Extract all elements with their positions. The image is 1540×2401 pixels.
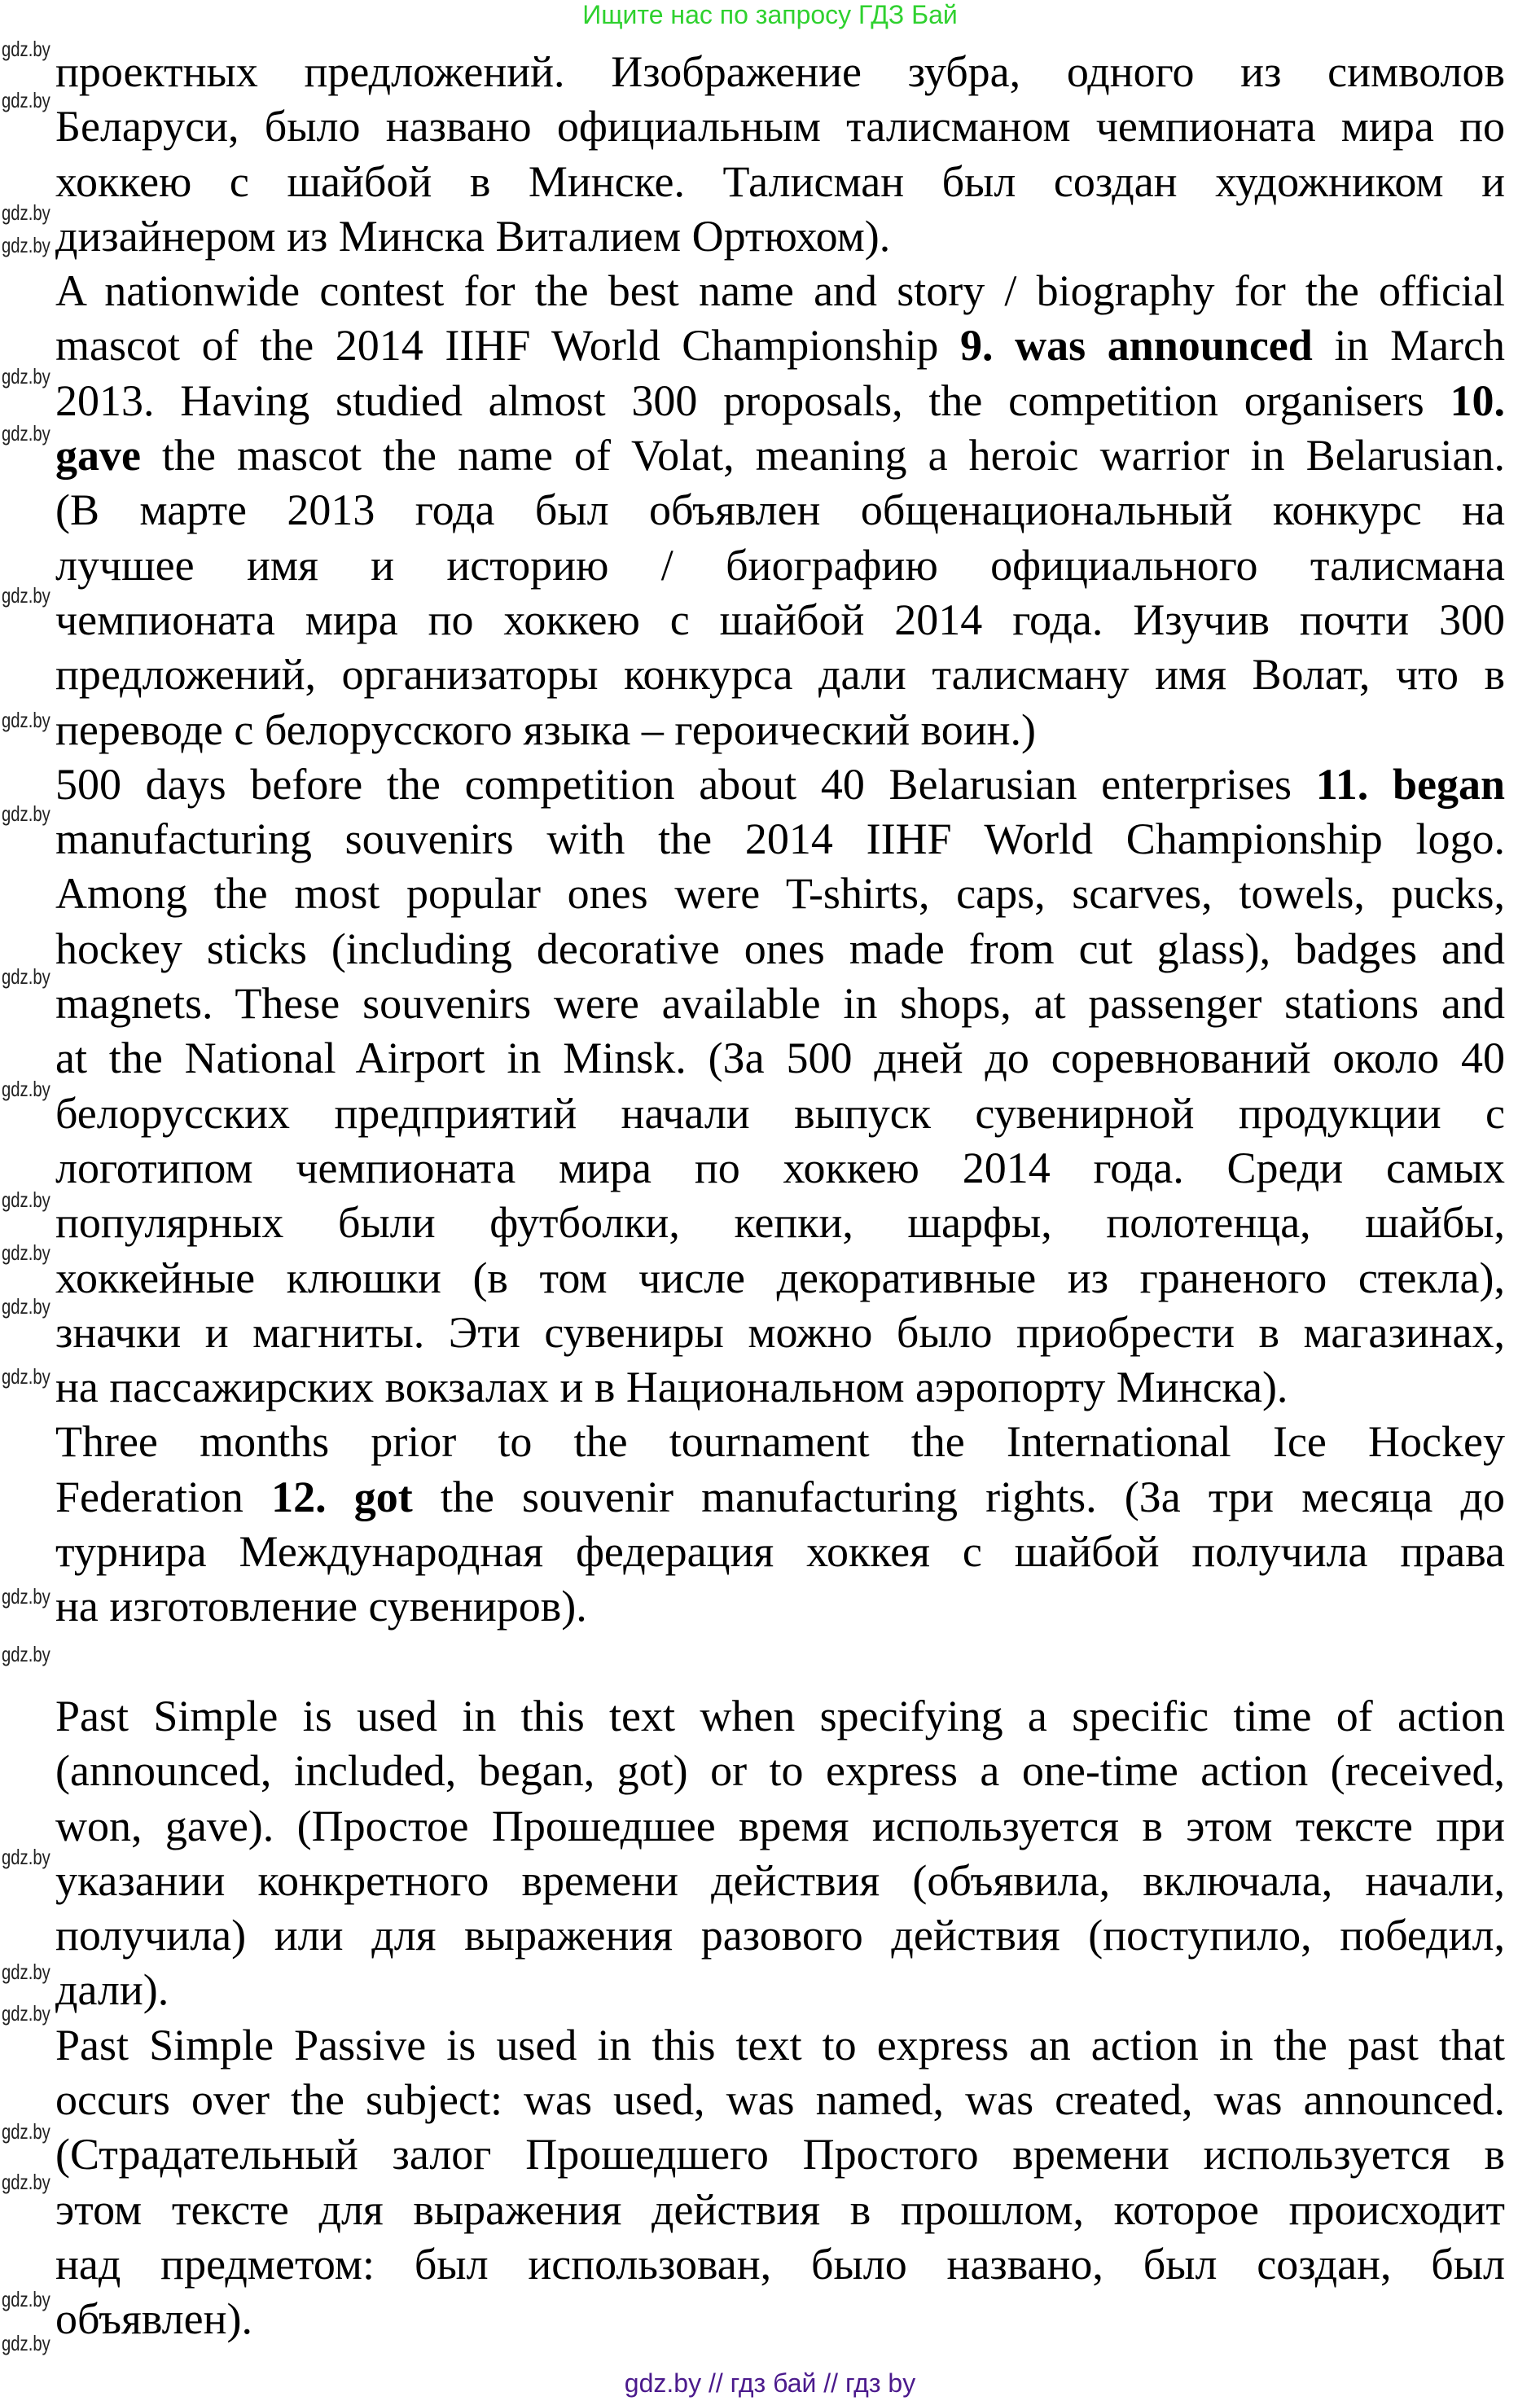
text-segment: (В марте 2013 года был объявлен общенациональный конкурс на: [55, 485, 1505, 535]
footer-links: gdz.by // гдз бай // гдз by: [624, 2368, 916, 2398]
answer-highlight: 9. was announced: [959, 321, 1313, 371]
text-segment: белорусских предприятий начали выпуск сувенирной продукции с: [55, 1088, 1505, 1138]
text-segment: won, gave). (Простое Прошедшее время используется в этом тексте при: [55, 1801, 1505, 1850]
gdz-watermark: gdz.by: [2, 801, 50, 826]
text-segment: Беларуси, было названо официальным талисманом чемпионата мира по: [55, 102, 1505, 151]
gdz-watermark: gdz.by: [2, 88, 50, 112]
text-line: [55, 1908, 1505, 1963]
gdz-watermark: gdz.by: [2, 1294, 50, 1319]
text-segment: (Страдательный залог Прошедшего Простого времени используется в: [55, 2130, 1505, 2179]
text-segment: occurs over the subject: was used, was named, was created, was announced.: [55, 2074, 1505, 2124]
text-line: [55, 1525, 1505, 1579]
text-line: [55, 922, 1505, 977]
text-segment: 2013. Having studied almost 300 proposals, the competition organisers: [55, 375, 1450, 425]
gdz-watermark: gdz.by: [2, 964, 50, 989]
gdz-watermark: gdz.by: [2, 1584, 50, 1609]
text-segment: логотипом чемпионата мира по хоккею 2014 года. Среди самых: [55, 1143, 1505, 1192]
text-line: [55, 757, 1505, 812]
text-segment: хоккею с шайбой в Минске. Талисман был создан художником и: [55, 156, 1505, 206]
text-segment: Past Simple Passive is used in this text to express an action in the past that: [55, 2020, 1505, 2070]
text-segment: mascot of the 2014 IIHF World Championship: [55, 321, 960, 371]
text-line: [55, 1854, 1505, 1908]
answer-highlight: 10.: [1450, 375, 1505, 425]
gdz-watermark: gdz.by: [2, 2331, 50, 2355]
text-line: [55, 1799, 1505, 1854]
text-line: [55, 2127, 1505, 2182]
text-segment: этом тексте для выражения действия в прошлом, которое происходит: [55, 2184, 1505, 2234]
text-segment: предложений, организаторы конкурса дали талисману имя Волат, что в: [55, 650, 1505, 700]
text-segment: проектных предложений. Изображение зубра, одного из символов: [55, 47, 1505, 96]
text-segment: Among the most popular ones were T-shirts, caps, scarves, towels, pucks,: [55, 869, 1505, 919]
text-segment: in March: [1312, 321, 1505, 371]
text-segment: хоккейные клюшки (в том числе декоративные из граненого стекла),: [55, 1253, 1505, 1302]
text-segment: hockey sticks (including decorative ones made from cut glass), badges and: [55, 924, 1505, 973]
text-line: [55, 1689, 1505, 1744]
gdz-watermark: gdz.by: [2, 1960, 50, 1984]
text-line: [55, 703, 1505, 757]
text-segment: указании конкретного времени действия (объявила, включала, начали,: [55, 1855, 1505, 1905]
text-line: [55, 1196, 1505, 1250]
gdz-watermark: gdz.by: [2, 37, 50, 61]
text-line: [55, 812, 1505, 867]
text-line: [55, 1306, 1505, 1360]
text-segment: на изготовление сувениров).: [55, 1582, 587, 1631]
text-line: [55, 428, 1505, 483]
gdz-watermark: gdz.by: [2, 1240, 50, 1265]
text-line: [55, 1415, 1505, 1469]
text-line: [55, 1744, 1505, 1798]
gdz-watermark: gdz.by: [2, 2119, 50, 2144]
text-line: [55, 2183, 1505, 2237]
text-line: [55, 1360, 1505, 1415]
text-segment: the souvenir manufacturing rights. (За три месяца до: [412, 1472, 1506, 1521]
text-segment: лучшее имя и историю / биографию официального талисмана: [55, 540, 1505, 590]
text-line: [55, 1963, 1505, 2017]
text-segment: популярных были футболки, кепки, шарфы, полотенца, шайбы,: [55, 1198, 1505, 1248]
text-line: [55, 45, 1505, 99]
text-line: [55, 2073, 1505, 2127]
text-segment: объявлен).: [55, 2294, 252, 2344]
text-line: [55, 2018, 1505, 2073]
text-segment: получила) или для выражения разового действия (поступило, победил,: [55, 1911, 1505, 1960]
text-line: [55, 1470, 1505, 1525]
gdz-watermark: gdz.by: [2, 1364, 50, 1389]
text-line: [55, 1635, 1505, 1689]
gdz-watermark: gdz.by: [2, 1845, 50, 1869]
gdz-watermark: gdz.by: [2, 2001, 50, 2026]
text-line: [55, 483, 1505, 538]
text-line: [55, 1141, 1505, 1196]
text-segment: Three months prior to the tournament the International Ice Hockey: [55, 1417, 1505, 1467]
answer-highlight: gave: [55, 431, 141, 481]
text-line: [55, 374, 1505, 428]
gdz-watermark: gdz.by: [2, 1187, 50, 1212]
text-line: [55, 1579, 1505, 1634]
text-segment: the mascot the name of Volat, meaning a heroic warrior in Belarusian.: [140, 431, 1505, 481]
text-line: [55, 867, 1505, 921]
text-line: [55, 977, 1505, 1031]
gdz-watermark: gdz.by: [2, 1077, 50, 1101]
text-segment: at the National Airport in Minsk. (За 500 дней до соревнований около 40: [55, 1034, 1505, 1083]
text-segment: manufacturing souvenirs with the 2014 IIHF World Championship logo.: [55, 814, 1505, 864]
text-line: [55, 1031, 1505, 1086]
text-segment: над предметом: был использован, было названо, был создан, был: [55, 2239, 1505, 2289]
text-line: [55, 2292, 1505, 2346]
text-line: [55, 538, 1505, 593]
text-line: [55, 155, 1505, 209]
text-segment: турнира Международная федерация хоккея с шайбой получила права: [55, 1527, 1505, 1577]
text-segment: значки и магниты. Эти сувениры можно было приобрести в магазинах,: [55, 1307, 1505, 1357]
gdz-watermark: gdz.by: [2, 1642, 50, 1666]
document-body: [55, 45, 1505, 2346]
text-line: [55, 1251, 1505, 1306]
text-segment: на пассажирских вокзалах и в Национальном аэропорту Минска).: [55, 1363, 1288, 1412]
search-banner: Ищите нас по запросу ГДЗ Бай: [582, 0, 958, 29]
text-segment: дизайнером из Минска Виталием Ортюхом).: [55, 211, 891, 261]
text-line: [55, 593, 1505, 647]
text-segment: дали).: [55, 1965, 169, 2015]
text-line: [55, 264, 1505, 318]
text-segment: Past Simple is used in this text when specifying a specific time of action: [55, 1691, 1505, 1740]
text-line: [55, 99, 1505, 154]
text-segment: 500 days before the competition about 40 Belarusian enterprises: [55, 759, 1316, 809]
gdz-watermark: gdz.by: [2, 2170, 50, 2194]
text-line: [55, 209, 1505, 264]
text-segment: A nationwide contest for the best name and story / biography for the official: [55, 266, 1505, 316]
answer-highlight: 12. got: [271, 1472, 413, 1521]
answer-highlight: 11. began: [1315, 759, 1505, 809]
gdz-watermark: gdz.by: [2, 708, 50, 732]
gdz-watermark: gdz.by: [2, 583, 50, 608]
text-line: [55, 647, 1505, 702]
gdz-watermark: gdz.by: [2, 364, 50, 388]
gdz-watermark: gdz.by: [2, 2287, 50, 2311]
gdz-watermark: gdz.by: [2, 233, 50, 257]
gdz-watermark: gdz.by: [2, 200, 50, 225]
text-segment: чемпионата мира по хоккею с шайбой 2014 года. Изучив почти 300: [55, 595, 1505, 644]
text-segment: magnets. These souvenirs were available in shops, at passenger stations and: [55, 979, 1505, 1029]
text-segment: переводе с белорусского языка – героический воин.): [55, 704, 1037, 754]
text-segment: Federation: [55, 1472, 272, 1521]
gdz-watermark: gdz.by: [2, 421, 50, 446]
text-segment: (announced, included, began, got) or to express a one-time action (received,: [55, 1746, 1505, 1796]
text-line: [55, 2237, 1505, 2292]
text-line: [55, 1086, 1505, 1141]
text-line: [55, 318, 1505, 373]
